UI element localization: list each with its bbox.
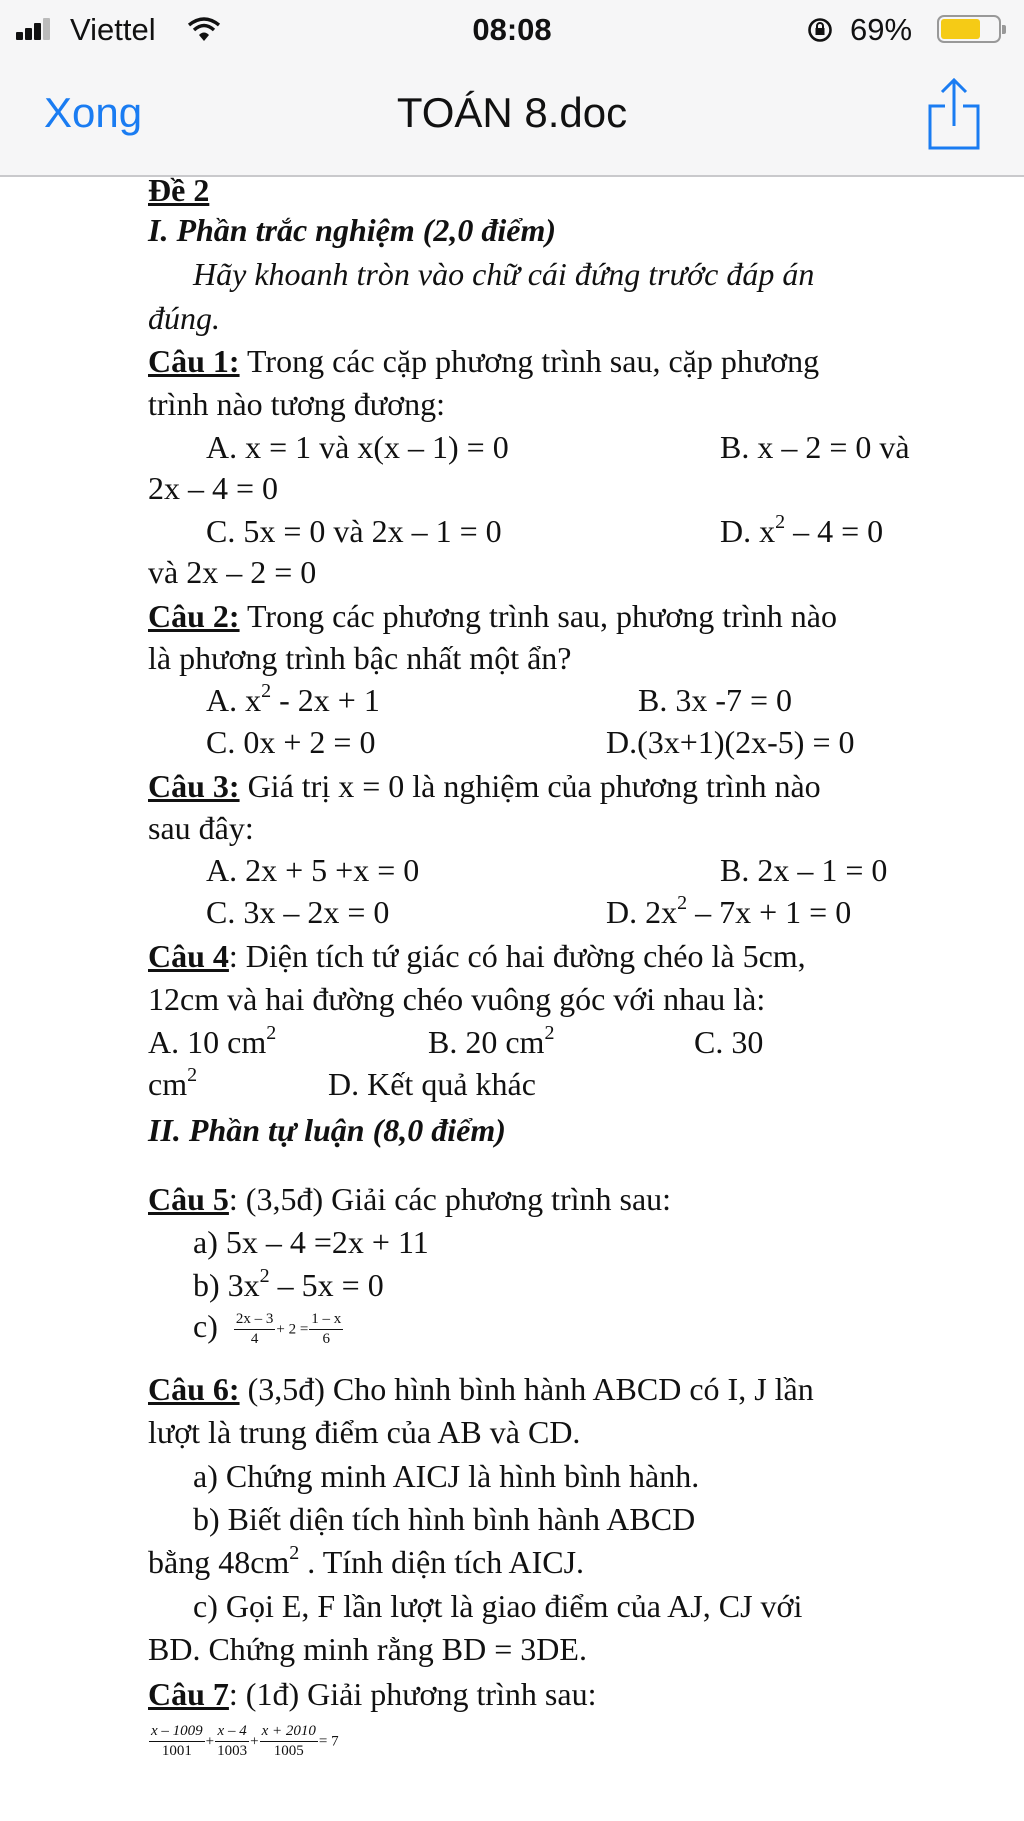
part2-heading: II. Phần tự luận (8,0 điểm) bbox=[148, 1112, 506, 1148]
question-3-option-b: B. 2x – 1 = 0 bbox=[720, 852, 888, 888]
done-button[interactable]: Xong bbox=[44, 89, 143, 136]
question-7-line1: Câu 7: (1đ) Giải phương trình sau: bbox=[148, 1676, 597, 1712]
question-1-option-a: A. x = 1 và x(x – 1) = 0 bbox=[206, 429, 509, 465]
question-3-line1: Câu 3: Giá trị x = 0 là nghiệm của phương trình nào bbox=[148, 768, 821, 804]
question-5-part-c: c) $\frac{2x - 3}{4}$ + 2 = $\frac{1 - x}{6}$ bbox=[193, 1308, 342, 1348]
question-4-option-b: B. 20 $cm^2$ bbox=[428, 1022, 555, 1060]
question-1-option-d: D. $x^2 - 4 = 0$ bbox=[720, 511, 884, 549]
question-1-option-b-cont: 2x – 4 = 0 bbox=[148, 470, 279, 506]
document-title: TOÁN 8.doc bbox=[396, 89, 628, 136]
question-1-option-d-cont: và 2x – 2 = 0 bbox=[148, 554, 317, 590]
battery-percentage: 69% bbox=[850, 12, 913, 47]
status-bar bbox=[0, 0, 1024, 60]
question-6-part-b-line2: bằng $48cm^2$ . Tính diện tích AICJ. bbox=[148, 1542, 585, 1580]
battery-icon bbox=[937, 15, 1001, 43]
question-6-part-b-line1: b) Biết diện tích hình bình hành ABCD bbox=[193, 1501, 696, 1537]
question-2-label: Câu 2: bbox=[148, 598, 240, 634]
question-2-line1: Câu 2: Trong các phương trình sau, phương trình nào bbox=[148, 598, 837, 634]
question-2-option-b: B. 3x -7 = 0 bbox=[638, 682, 793, 718]
question-2-line2: là phương trình bậc nhất một ẩn? bbox=[148, 640, 572, 676]
question-1-line2: trình nào tương đương: bbox=[148, 386, 445, 422]
question-4-option-c-cont: $cm^2$ bbox=[148, 1064, 198, 1102]
question-4-label: Câu 4 bbox=[148, 938, 229, 974]
question-5-part-a: a) 5x – 4 =2x + 11 bbox=[193, 1224, 429, 1260]
question-5-part-b: b) $3x^2 - 5x = 0$ bbox=[193, 1265, 384, 1303]
question-1-option-c: C. 5x = 0 và 2x – 1 = 0 bbox=[206, 513, 502, 549]
question-5-label: Câu 5 bbox=[148, 1181, 229, 1217]
question-3-option-a: A. 2x + 5 +x = 0 bbox=[206, 852, 420, 888]
nav-bar bbox=[0, 60, 1024, 177]
question-7-fraction-3: $\frac{x + 2010}{1005}$ bbox=[261, 1723, 316, 1760]
question-6-part-c-line2: BD. Chứng minh rằng BD = 3DE. bbox=[148, 1631, 587, 1667]
question-3-label: Câu 3: bbox=[148, 768, 240, 804]
question-6-part-c-line1: c) Gọi E, F lần lượt là giao điểm của AJ, CJ với bbox=[193, 1588, 803, 1624]
carrier-name: Viettel bbox=[70, 12, 156, 47]
question-6-part-a: a) Chứng minh AICJ là hình bình hành. bbox=[193, 1458, 700, 1494]
question-5-fraction-1: $\frac{2x - 3}{4}$ bbox=[235, 1311, 274, 1348]
question-5-line1: Câu 5: (3,5đ) Giải các phương trình sau: bbox=[148, 1181, 672, 1217]
question-2-option-a: A. $x^2 - 2x + 1$ bbox=[206, 680, 380, 718]
share-icon[interactable] bbox=[926, 76, 982, 152]
document-content[interactable] bbox=[0, 172, 1024, 1821]
question-3-line2: sau đây: bbox=[148, 810, 254, 846]
question-6-line2: lượt là trung điểm của AB và CD. bbox=[148, 1414, 581, 1450]
question-1-label: Câu 1: bbox=[148, 343, 240, 379]
question-7-fraction-1: $\frac{x - 1009}{1001}$ bbox=[151, 1723, 203, 1760]
question-4-option-a: A. 10 $cm^2$ bbox=[148, 1022, 277, 1060]
question-7-label: Câu 7 bbox=[148, 1676, 229, 1712]
orientation-lock-icon bbox=[807, 17, 833, 43]
question-4-line1: Câu 4: Diện tích tứ giác có hai đường chéo là 5cm, bbox=[148, 938, 806, 974]
status-time: 08:08 bbox=[472, 12, 552, 47]
question-6-line1: Câu 6: (3,5đ) Cho hình bình hành ABCD có I, J lần bbox=[148, 1371, 814, 1407]
question-6-label: Câu 6: bbox=[148, 1371, 240, 1407]
part1-heading: I. Phần trắc nghiệm (2,0 điểm) bbox=[148, 212, 557, 248]
part1-instruction-line1: Hãy khoanh tròn vào chữ cái đứng trước đáp án bbox=[193, 256, 815, 292]
question-1-option-b: B. x – 2 = 0 và bbox=[720, 429, 910, 465]
part1-instruction-line2: đúng. bbox=[148, 300, 220, 336]
exam-title: Đề 2 bbox=[148, 172, 210, 208]
question-7-equation: $\frac{x - 1009}{1001}$ + $\frac{x - 4}{1003}$ + $\frac{x + 2010}{1005}$ = 7 bbox=[151, 1723, 339, 1760]
question-3-option-d: D. $2x^2 - 7x + 1 = 0$ bbox=[606, 892, 852, 930]
question-4-line2: 12cm và hai đường chéo vuông góc với nhau là: bbox=[148, 981, 766, 1017]
question-2-option-c: C. 0x + 2 = 0 bbox=[206, 724, 376, 760]
question-4-option-d: D. Kết quả khác bbox=[328, 1066, 536, 1102]
question-1-line1: Câu 1: Trong các cặp phương trình sau, cặp phương bbox=[148, 343, 820, 379]
question-7-fraction-2: $\frac{x - 4}{1003}$ bbox=[217, 1723, 248, 1760]
question-4-option-c: C. 30 bbox=[694, 1024, 764, 1060]
question-2-option-d: D.(3x+1)(2x-5) = 0 bbox=[606, 724, 855, 760]
question-5-fraction-2: $\frac{1 - x}{6}$ bbox=[311, 1311, 342, 1348]
question-3-option-c: C. 3x – 2x = 0 bbox=[206, 894, 390, 930]
